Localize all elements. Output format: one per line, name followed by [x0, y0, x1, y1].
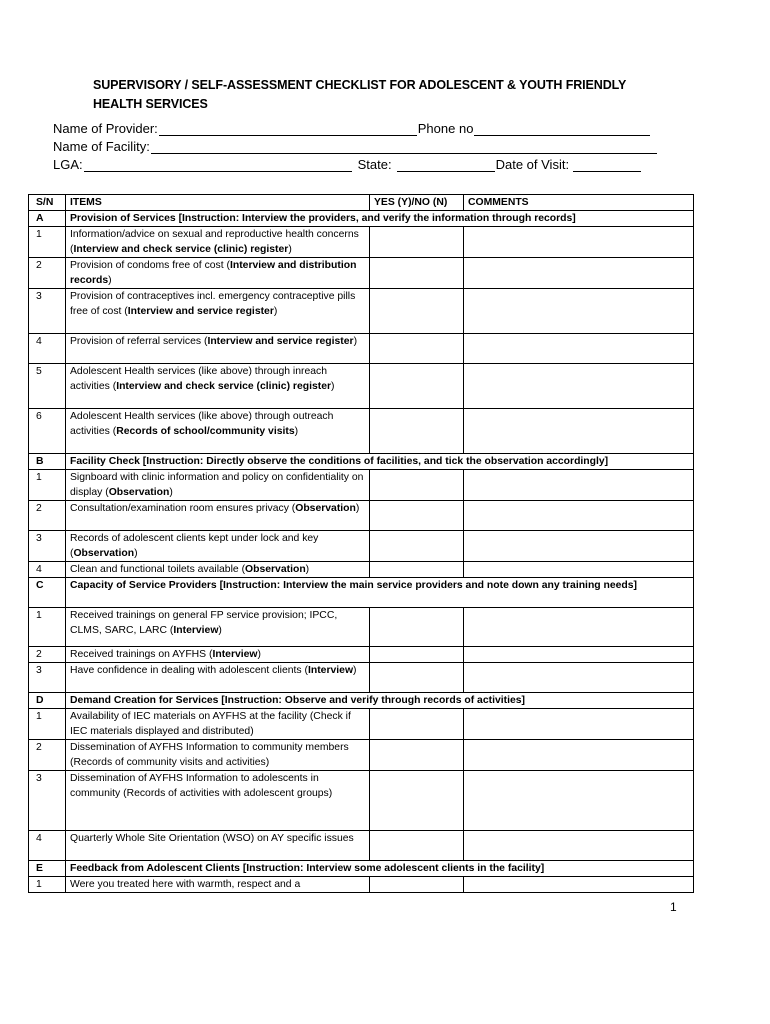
item-verification-note: (Records of school/community visits): [112, 426, 299, 437]
state-field[interactable]: [397, 158, 495, 172]
item-description: [66, 740, 370, 771]
item-number: 1: [29, 709, 66, 740]
table-row: [29, 740, 694, 771]
item-number: 1: [29, 877, 66, 893]
item-text: Provision of condoms free of cost: [70, 260, 224, 271]
comments-cell[interactable]: [464, 258, 694, 289]
yes-no-cell[interactable]: [370, 771, 464, 831]
table-row: [29, 771, 694, 831]
item-number: 4: [29, 562, 66, 578]
provider-field[interactable]: [159, 122, 417, 136]
comments-cell[interactable]: [464, 562, 694, 578]
item-description: [66, 647, 370, 663]
table-row: [29, 409, 694, 454]
item-number: 2: [29, 647, 66, 663]
item-text: Have confidence in dealing with adolescent clients: [70, 665, 302, 676]
table-row: [29, 334, 694, 364]
item-description: [66, 831, 370, 861]
item-verification-note: (Interview and service register): [124, 306, 278, 317]
item-description: [66, 364, 370, 409]
section-row: [29, 861, 694, 877]
table-row: [29, 364, 694, 409]
item-number: 2: [29, 258, 66, 289]
item-text: Adolescent Health services (like above) through outreach activities: [70, 411, 334, 437]
yes-no-cell[interactable]: [370, 647, 464, 663]
yes-no-cell[interactable]: [370, 877, 464, 893]
comments-cell[interactable]: [464, 531, 694, 562]
facility-label: Name of Facility:: [53, 139, 150, 154]
item-text: Dissemination of AYFHS Information to community members (Records of community visits and activities): [70, 742, 349, 768]
item-verification-note: (Interview and service register): [203, 336, 358, 347]
comments-cell[interactable]: [464, 647, 694, 663]
yes-no-cell[interactable]: [370, 227, 464, 258]
yes-no-cell[interactable]: [370, 831, 464, 861]
table-row: [29, 501, 694, 531]
yes-no-cell[interactable]: [370, 501, 464, 531]
item-verification-note: (Interview and distribution records): [70, 260, 357, 286]
section-row: [29, 211, 694, 227]
date-field[interactable]: [573, 158, 641, 172]
item-text: Dissemination of AYFHS Information to adolescents in community (Records of activities with adolescent groups): [70, 773, 333, 799]
table-row: [29, 531, 694, 562]
item-text: Information/advice on sexual and reproductive health concerns: [70, 229, 359, 240]
item-text: Records of adolescent clients kept under lock and key: [70, 533, 319, 544]
item-number: 3: [29, 663, 66, 693]
facility-row: [53, 136, 683, 154]
table-row: [29, 289, 694, 334]
state-label: State:: [357, 157, 392, 172]
lga-label: LGA:: [53, 157, 83, 172]
item-text: Quarterly Whole Site Orientation (WSO) on AY specific issues: [70, 833, 354, 844]
item-number: 3: [29, 771, 66, 831]
item-verification-note: (Interview): [209, 649, 261, 660]
item-description: [66, 608, 370, 647]
table-row: [29, 227, 694, 258]
item-number: 1: [29, 227, 66, 258]
section-letter: C: [29, 578, 66, 608]
section-letter: E: [29, 861, 66, 877]
item-text: Signboard with clinic information and policy on confidentiality on display: [70, 472, 364, 498]
table-row: [29, 258, 694, 289]
item-description: [66, 227, 370, 258]
item-number: 4: [29, 831, 66, 861]
item-description: [66, 663, 370, 693]
item-description: [66, 334, 370, 364]
yes-no-cell[interactable]: [370, 562, 464, 578]
item-description: [66, 562, 370, 578]
section-title: Provision of Services [Instruction: Interview the providers, and verify the information through records]: [66, 211, 694, 227]
comments-cell[interactable]: [464, 470, 694, 501]
section-row: [29, 693, 694, 709]
table-row: [29, 877, 694, 893]
item-number: 4: [29, 334, 66, 364]
table-row: [29, 831, 694, 861]
item-text: Clean and functional toilets available: [70, 564, 239, 575]
header-comments: COMMENTS: [464, 195, 694, 211]
item-text: Provision of referral services: [70, 336, 202, 347]
item-number: 3: [29, 531, 66, 562]
item-description: [66, 877, 370, 893]
item-description: [66, 501, 370, 531]
yes-no-cell[interactable]: [370, 531, 464, 562]
item-text: Provision of contraceptives incl. emergency contraceptive pills free of cost: [70, 291, 356, 317]
phone-label: Phone no: [417, 121, 474, 136]
comments-cell[interactable]: [464, 289, 694, 334]
yes-no-cell[interactable]: [370, 289, 464, 334]
item-text: Were you treated here with warmth, respect and a: [70, 879, 301, 890]
section-letter: B: [29, 454, 66, 470]
section-title: Facility Check [Instruction: Directly observe the conditions of facilities, and tick the observation accordingly]: [66, 454, 694, 470]
comments-cell[interactable]: [464, 501, 694, 531]
yes-no-cell[interactable]: [370, 608, 464, 647]
item-verification-note: (Observation): [105, 487, 173, 498]
item-number: 2: [29, 740, 66, 771]
comments-cell[interactable]: [464, 663, 694, 693]
yes-no-cell[interactable]: [370, 364, 464, 409]
date-label: Date of Visit:: [495, 157, 570, 172]
lga-field[interactable]: [84, 158, 352, 172]
yes-no-cell[interactable]: [370, 740, 464, 771]
table-row: [29, 562, 694, 578]
item-text: Availability of IEC materials on AYFHS at the facility (Check if IEC materials displayed and distributed): [70, 711, 351, 737]
comments-cell[interactable]: [464, 740, 694, 771]
table-header-row: [29, 195, 694, 211]
yes-no-cell[interactable]: [370, 663, 464, 693]
yes-no-cell[interactable]: [370, 334, 464, 364]
section-letter: D: [29, 693, 66, 709]
item-verification-note: (Interview and check service (clinic) register): [112, 381, 335, 392]
section-title: Feedback from Adolescent Clients [Instruction: Interview some adolescent clients in the facility]: [66, 861, 694, 877]
phone-field[interactable]: [474, 122, 650, 136]
table-row: [29, 663, 694, 693]
table-row: [29, 709, 694, 740]
header-items: ITEMS: [66, 195, 370, 211]
comments-cell[interactable]: [464, 608, 694, 647]
item-verification-note: (Interview and check service (clinic) register): [70, 244, 292, 255]
table-row: [29, 647, 694, 663]
item-description: [66, 771, 370, 831]
item-description: [66, 531, 370, 562]
item-text: Consultation/examination room ensures privacy: [70, 503, 289, 514]
item-number: 1: [29, 470, 66, 501]
item-verification-note: (Interview): [169, 625, 222, 636]
item-description: [66, 709, 370, 740]
item-number: 5: [29, 364, 66, 409]
item-number: 2: [29, 501, 66, 531]
section-letter: A: [29, 211, 66, 227]
document-title: SUPERVISORY / SELF-ASSESSMENT CHECKLIST FOR ADOLESCENT & YOUTH FRIENDLY HEALTH SERVICES: [93, 78, 627, 111]
item-description: [66, 258, 370, 289]
comments-cell[interactable]: [464, 771, 694, 831]
item-text: Received trainings on AYFHS: [70, 649, 207, 660]
comments-cell[interactable]: [464, 364, 694, 409]
provider-label: Name of Provider:: [53, 121, 158, 136]
item-description: [66, 409, 370, 454]
comments-cell[interactable]: [464, 409, 694, 454]
item-verification-note: (Observation): [291, 503, 360, 514]
yes-no-cell[interactable]: [370, 470, 464, 501]
item-verification-note: (Interview): [304, 665, 357, 676]
comments-cell[interactable]: [464, 227, 694, 258]
facility-field[interactable]: [151, 140, 657, 154]
header-sn: S/N: [29, 195, 66, 211]
item-number: 6: [29, 409, 66, 454]
section-row: [29, 578, 694, 608]
item-text: Received trainings on general FP service provision; IPCC, CLMS, SARC, LARC: [70, 610, 338, 636]
comments-cell[interactable]: [464, 709, 694, 740]
header-fields: [53, 118, 683, 172]
comments-cell[interactable]: [464, 334, 694, 364]
table-row: [29, 608, 694, 647]
page-number: 1: [670, 900, 677, 914]
comments-cell[interactable]: [464, 877, 694, 893]
provider-row: [53, 118, 683, 136]
yes-no-cell[interactable]: [370, 409, 464, 454]
section-title: Demand Creation for Services [Instruction: Observe and verify through records of activities]: [66, 693, 694, 709]
item-verification-note: (Observation): [70, 548, 138, 559]
comments-cell[interactable]: [464, 831, 694, 861]
header-yes-no: YES (Y)/NO (N): [370, 195, 464, 211]
checklist-table: [28, 194, 694, 893]
item-text: Adolescent Health services (like above) through inreach activities: [70, 366, 328, 392]
yes-no-cell[interactable]: [370, 709, 464, 740]
item-verification-note: (Observation): [241, 564, 310, 575]
yes-no-cell[interactable]: [370, 258, 464, 289]
section-title: Capacity of Service Providers [Instruction: Interview the main service providers and note down any training needs]: [66, 578, 694, 608]
section-row: [29, 454, 694, 470]
item-number: 3: [29, 289, 66, 334]
item-description: [66, 470, 370, 501]
item-number: 1: [29, 608, 66, 647]
table-row: [29, 470, 694, 501]
item-description: [66, 289, 370, 334]
lga-row: [53, 154, 683, 172]
